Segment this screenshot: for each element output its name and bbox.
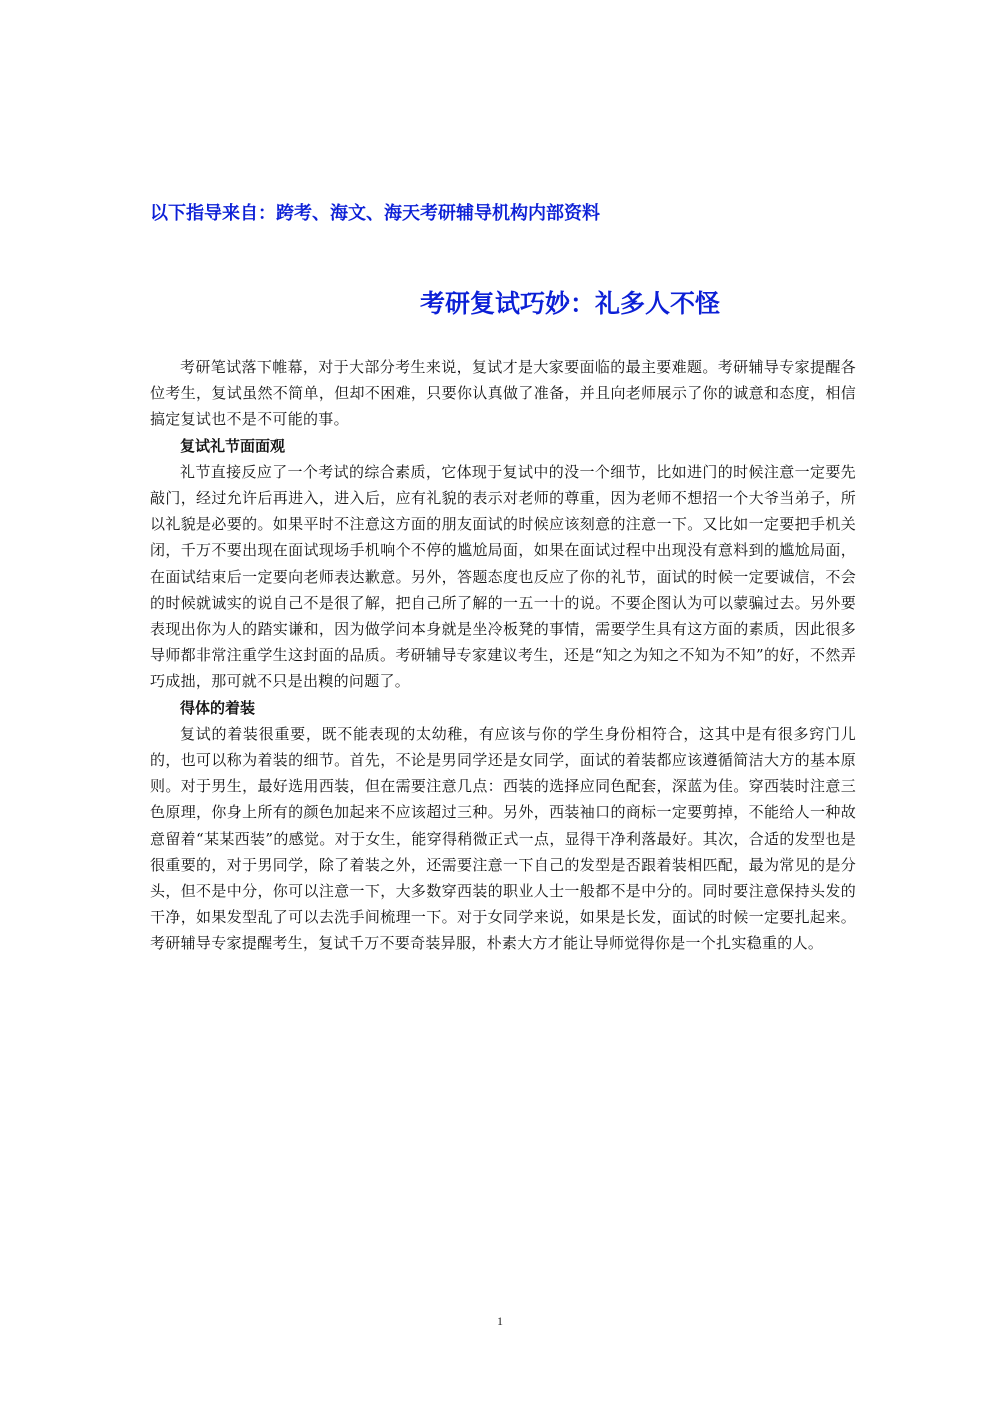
section-heading-etiquette: 复试礼节面面观 [180,436,286,455]
intro-paragraph: 考研笔试落下帷幕，对于大部分考生来说，复试才是大家要面临的最主要难题。考研辅导专家提醒各位考生，复试虽然不简单，但却不困难，只要你认真做了准备，并且向老师展示了你的诚意和态度，相信搞定复试也不是不可能的事。 [150,358,856,429]
section-heading-attire: 得体的着装 [180,698,256,717]
page-number: 1 [497,1314,503,1328]
source-line: 以下指导来自：跨考、海文、海天考研辅导机构内部资料 [150,203,600,224]
document-content [150,354,856,957]
section-body-etiquette: 礼节直接反应了一个考试的综合素质，它体现于复试中的没一个细节，比如进门的时候注意一定要先敲门，经过允许后再进入，进入后，应有礼貌的表示对老师的尊重，因为老师不想招一个大爷当弟子，所以礼貌是必要的。如果平时不注意这方面的朋友面试的时候应该刻意的注意一下。又比如一定要把手机关闭，千万不要出现在面试现场手机响个不停的尴尬局面，如果在面试过程中出现没有意料到的尴尬局面，在面试结束后一定要向老师表达歉意。另外，答题态度也反应了你的礼节，面试的时候一定要诚信，不会的时候就诚实的说自己不是很了解，把自己所了解的一五一十的说。不要企图认为可以蒙骗过去。另外要表现出你为人的踏实谦和，因为做学问本身就是坐冷板凳的事情，需要学生具有这方面的素质，因此很多导师都非常注重学生这封面的品质。考研辅导专家建议考生，还是“知之为知之不知为不知”的好，不然弄巧成拙，那可就不只是出糗的问题了。 [150,462,856,691]
document-title: 考研复试巧妙：礼多人不怪 [419,289,720,318]
section-body-attire: 复试的着装很重要，既不能表现的太幼稚，有应该与你的学生身份相符合，这其中是有很多窍门儿的，也可以称为着装的细节。首先，不论是男同学还是女同学，面试的着装都应该遵循简洁大方的基本原则。对于男生，最好选用西装，但在需要注意几点：西装的选择应同色配套，深蓝为佳。穿西装时注意三色原理，你身上所有的颜色加起来不应该超过三种。另外，西装袖口的商标一定要剪掉，不能给人一种故意留着“某某西装”的感觉。对于女生，能穿得稍微正式一点，显得干净利落最好。其次，合适的发型也是很重要的，对于男同学，除了着装之外，还需要注意一下自己的发型是否跟着装相匹配，最为常见的是分头，但不是中分，你可以注意一下，大多数穿西装的职业人士一般都不是中分的。同时要注意保持头发的干净，如果发型乱了可以去洗手间梳理一下。对于女同学来说，如果是长发，面试的时候一定要扎起来。考研辅导专家提醒考生，复试千万不要奇装异服，朴素大方才能让导师觉得你是一个扎实稳重的人。 [150,724,856,953]
